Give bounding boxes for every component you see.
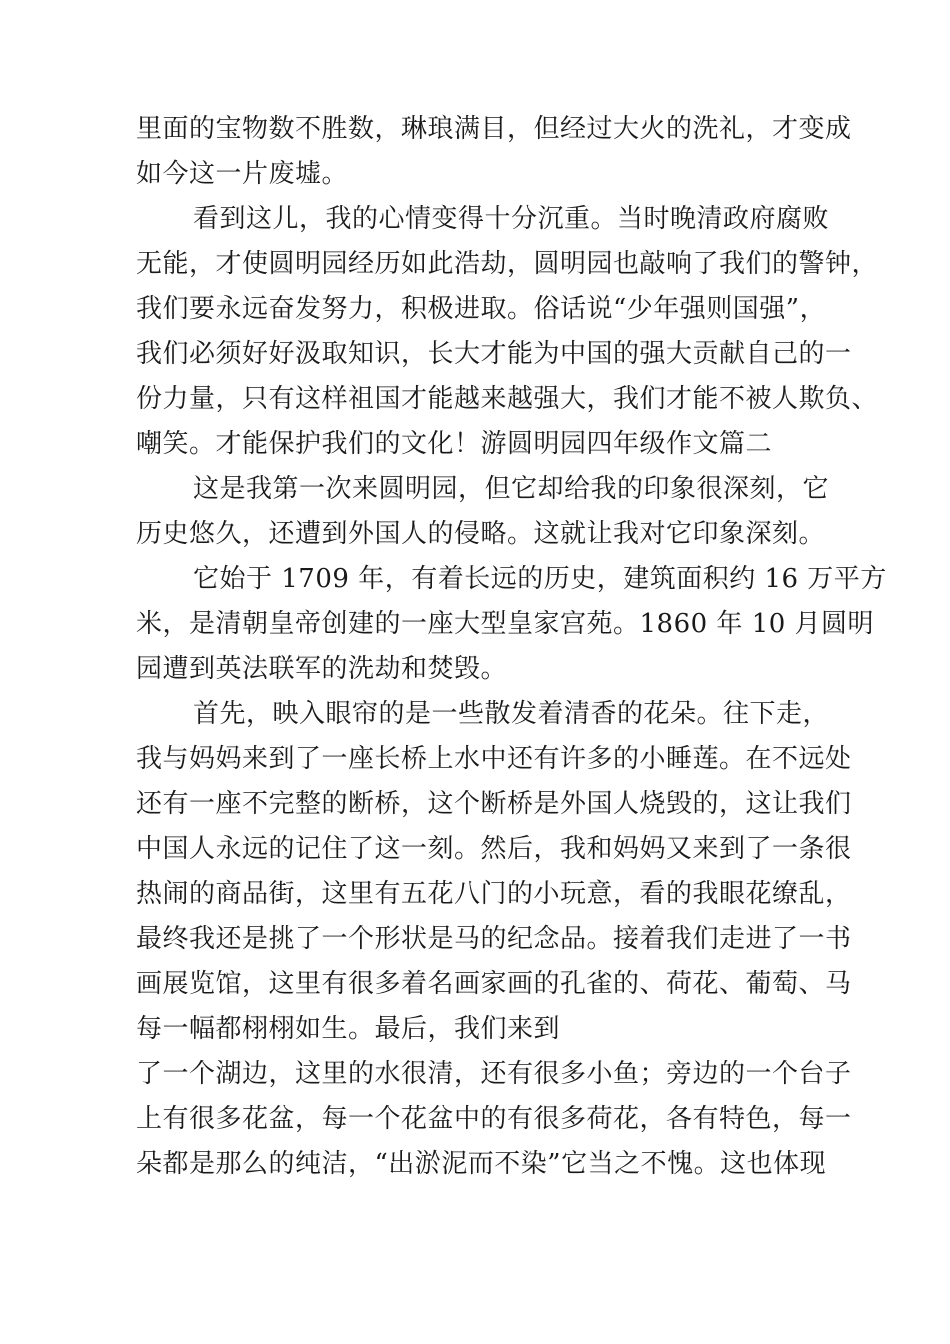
text-line: 每一幅都栩栩如生。最后，我们来到 bbox=[136, 1014, 561, 1044]
text-line: 还有一座不完整的断桥，这个断桥是外国人烧毁的，这让我们 bbox=[136, 789, 852, 819]
text-line: 份力量，只有这样祖国才能越来越强大，我们才能不被人欺负、 bbox=[136, 384, 879, 414]
paragraph-start-line: 首先，映入眼帘的是一些散发着清香的花朵。往下走， bbox=[193, 699, 830, 729]
text-line: 朵都是那么的纯洁，“出淤泥而不染”它当之不愧。这也体现 bbox=[136, 1149, 827, 1179]
text-line: 中国人永远的记住了这一刻。然后，我和妈妈又来到了一条很 bbox=[136, 834, 852, 864]
text-line: 历史悠久，还遭到外国人的侵略。这就让我对它印象深刻。 bbox=[136, 519, 826, 549]
text-line: 如今这一片废墟。 bbox=[136, 159, 349, 189]
text-line: 画展览馆，这里有很多着名画家画的孔雀的、荷花、葡萄、马 bbox=[136, 969, 852, 999]
text-line: 我与妈妈来到了一座长桥上水中还有许多的小睡莲。在不远处 bbox=[136, 744, 852, 774]
paragraph-start-line: 看到这儿，我的心情变得十分沉重。当时晚清政府腐败 bbox=[193, 204, 830, 234]
text-line: 最终我还是挑了一个形状是马的纪念品。接着我们走进了一书 bbox=[136, 924, 852, 954]
text-line: 嘲笑。才能保护我们的文化！游圆明园四年级作文篇二 bbox=[136, 429, 773, 459]
text-line: 上有很多花盆，每一个花盆中的有很多荷花，各有特色，每一 bbox=[136, 1104, 852, 1134]
text-line: 热闹的商品街，这里有五花八门的小玩意，看的我眼花缭乱， bbox=[136, 879, 852, 909]
text-line: 园遭到英法联军的洗劫和焚毁。 bbox=[136, 654, 508, 684]
text-line: 米，是清朝皇帝创建的一座大型皇家宫苑。1860 年 10 月圆明 bbox=[136, 609, 875, 639]
text-line: 无能，才使圆明园经历如此浩劫，圆明园也敲响了我们的警钟， bbox=[136, 249, 879, 279]
text-line: 里面的宝物数不胜数，琳琅满目，但经过大火的洗礼，才变成 bbox=[136, 114, 852, 144]
paragraph-start-line: 它始于 1709 年，有着长远的历史，建筑面积约 16 万平方 bbox=[193, 564, 887, 594]
text-line: 了一个湖边，这里的水很清，还有很多小鱼；旁边的一个台子 bbox=[136, 1059, 852, 1089]
text-line: 我们要永远奋发努力，积极进取。俗话说“少年强则国强”， bbox=[136, 294, 827, 324]
paragraph-start-line: 这是我第一次来圆明园，但它却给我的印象很深刻，它 bbox=[193, 474, 830, 504]
text-line: 我们必须好好汲取知识，长大才能为中国的强大贡献自己的一 bbox=[136, 339, 852, 369]
